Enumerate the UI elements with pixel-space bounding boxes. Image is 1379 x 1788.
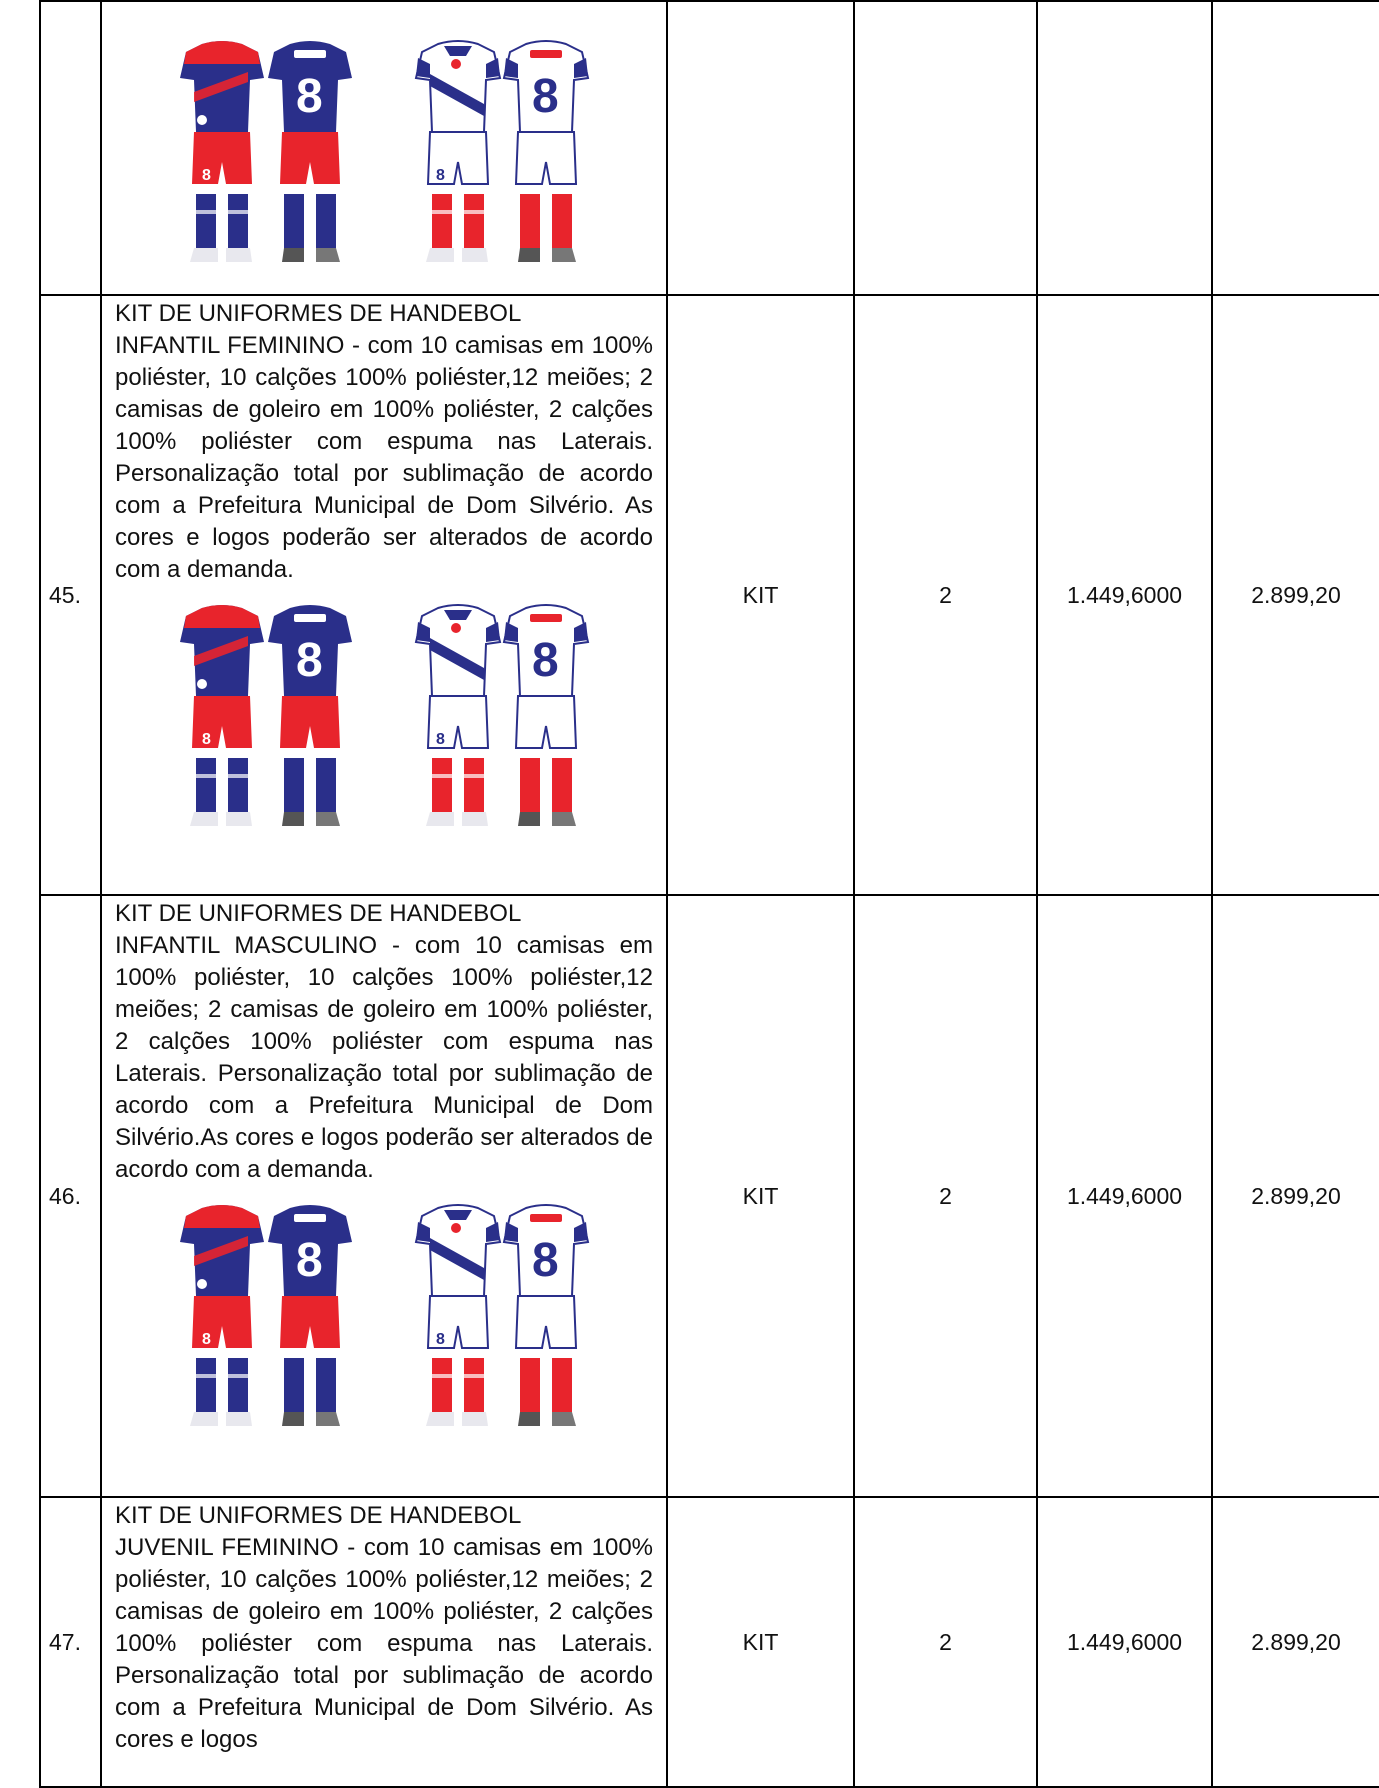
- item-number-cell: 47.: [40, 1497, 101, 1787]
- unit-price-cell: 1.449,6000: [1037, 295, 1212, 895]
- uniform-illustration: [102, 598, 666, 830]
- item-description-cell: [101, 1, 667, 295]
- item-title: KIT DE UNIFORMES DE HANDEBOL: [115, 300, 522, 327]
- item-number-cell: 45.: [40, 295, 101, 895]
- quantity-cell: 2: [854, 895, 1037, 1497]
- away-kit-image: [408, 598, 596, 830]
- unit-cell: KIT: [667, 1497, 854, 1787]
- total-cell: [1212, 1, 1379, 295]
- uniform-illustration: [102, 34, 666, 266]
- total-cell: 2.899,20: [1212, 895, 1379, 1497]
- item-title: KIT DE UNIFORMES DE HANDEBOL: [115, 1502, 522, 1529]
- total-cell: 2.899,20: [1212, 295, 1379, 895]
- unit-cell: [667, 1, 854, 295]
- items-table: [39, 0, 1379, 1788]
- table-row: [40, 1497, 1379, 1787]
- item-description-cell: [101, 1497, 667, 1787]
- unit-cell: KIT: [667, 295, 854, 895]
- item-title: KIT DE UNIFORMES DE HANDEBOL: [115, 900, 522, 927]
- item-description-cell: [101, 895, 667, 1497]
- quantity-cell: [854, 1, 1037, 295]
- table-row: [40, 895, 1379, 1497]
- unit-price-cell: [1037, 1, 1212, 295]
- uniform-illustration: [102, 1198, 666, 1430]
- quantity-cell: 2: [854, 1497, 1037, 1787]
- item-description-cell: [101, 295, 667, 895]
- unit-cell: KIT: [667, 895, 854, 1497]
- item-number-cell: [40, 1, 101, 295]
- quantity-cell: 2: [854, 295, 1037, 895]
- item-description: INFANTIL MASCULINO - com 10 camisas em 100% poliéster, 10 calções 100% poliéster,12 meiões; 2 camisas de goleiro em 100% poliéster, 2 calções 100% poliéster com espuma nas Laterais. Personalização total por sublimação de acordo com a Prefeitura Municipal de Dom Silvério.As cores e logos poderão ser alterados de acordo com a demanda.: [115, 932, 653, 1183]
- home-kit-image: [172, 598, 360, 830]
- unit-price-cell: 1.449,6000: [1037, 895, 1212, 1497]
- away-kit-image: [408, 1198, 596, 1430]
- home-kit-image: [172, 1198, 360, 1430]
- table-row: [40, 1, 1379, 295]
- unit-price-cell: 1.449,6000: [1037, 1497, 1212, 1787]
- table-row: [40, 295, 1379, 895]
- away-kit-image: [408, 34, 596, 266]
- item-number-cell: 46.: [40, 895, 101, 1497]
- home-kit-image: [172, 34, 360, 266]
- item-description: INFANTIL FEMININO - com 10 camisas em 100% poliéster, 10 calções 100% poliéster,12 meiões; 2 camisas de goleiro em 100% poliéster, 2 calções 100% poliéster com espuma nas Laterais. Personalização total por sublimação de acordo com a Prefeitura Municipal de Dom Silvério. As cores e logos poderão ser alterados de acordo com a demanda.: [115, 332, 653, 583]
- total-cell: 2.899,20: [1212, 1497, 1379, 1787]
- item-description: JUVENIL FEMININO - com 10 camisas em 100% poliéster, 10 calções 100% poliéster,12 meiões; 2 camisas de goleiro em 100% poliéster, 2 calções 100% poliéster com espuma nas Laterais. Personalização total por sublimação de acordo com a Prefeitura Municipal de Dom Silvério. As cores e logos: [115, 1534, 653, 1753]
